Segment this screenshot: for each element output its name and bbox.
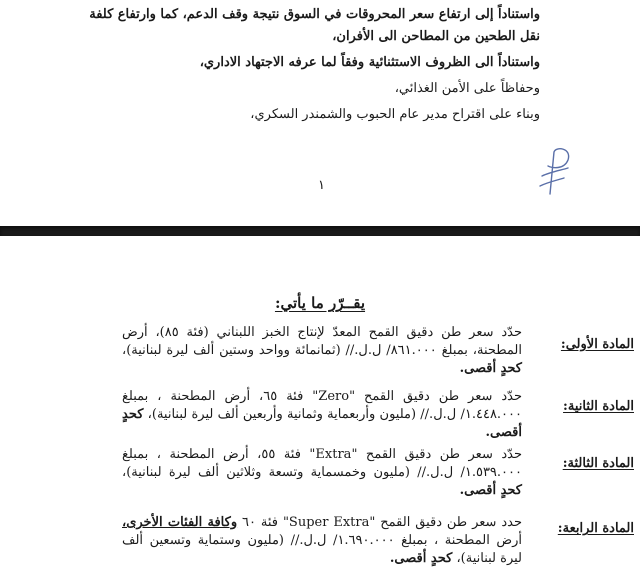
article-4-text	[122, 514, 522, 568]
handwritten-signature	[532, 142, 582, 202]
article-3-text	[122, 446, 522, 500]
article-2-body: حدّد سعر طن دقيق القمح "Zero" فئة ٦٥، أرض المطحنة ، بمبلغ ١.٤٤٨.٠٠٠/ ل.ل.// (مليون وأربعماية وثمانية وأربعين ألف ليرة لبنانية)،	[122, 389, 523, 422]
article-4-other-categories: وكافة الفئات الأخرى،	[122, 515, 238, 530]
decision-heading-text: يقــرّر ما يأتي:	[274, 294, 366, 312]
paragraph-director-proposal: وبناء على اقتراح مدير عام الحبوب والشمندر السكري،	[250, 107, 540, 122]
article-2-label: المادة الثانية:	[563, 399, 634, 414]
article-1-text	[122, 324, 522, 378]
article-1-body: حدّد سعر طن دقيق القمح المعدّ لإنتاج الخبز اللبناني (فئة ٨٥)، أرض المطحنة، بمبلغ ٨٦١.٠٠٠/ ل.ل.// (ثمانمائة وواحد وستين ألف ليرة لبنانية)،	[122, 325, 523, 358]
decision-heading	[0, 294, 640, 312]
article-4-label: المادة الرابعة:	[557, 521, 634, 536]
article-3-label: المادة الثالثة:	[562, 456, 634, 471]
paragraph-fuel-price: واستناداً إلى ارتفاع سعر المحروقات في السوق نتيجة وقف الدعم، كما وارتفاع كلفة نقل الطحين من المطاحن الى الأفران،	[89, 7, 540, 44]
document-page-top	[0, 0, 640, 226]
article-3-body: حدّد سعر طن دقيق القمح "Extra" فئة ٥٥، أرض المطحنة ، بمبلغ ١.٥٣٩.٠٠٠/ ل.ل.// (مليون وخمسماية وتسعة وثلاثين ألف ليرة لبنانية)،	[122, 447, 522, 480]
article-2-text	[122, 388, 522, 442]
paragraph-exceptional-circumstances: واستناداً الى الظروف الاستثنائية وفقاً لما عرفه الاجتهاد الاداري،	[199, 55, 540, 70]
page-separator	[0, 226, 640, 236]
article-4-limit: كحدٍ أقصى.	[389, 551, 453, 566]
article-4-body-start: حدد سعر طن دقيق القمح "Super Extra" فئة ٦٠	[242, 515, 522, 530]
article-1-limit: كحدٍ أقصى.	[459, 361, 522, 376]
page-number: ١	[318, 178, 325, 193]
document-page-bottom	[0, 236, 640, 568]
article-3-limit: كحدٍ أقصى.	[459, 483, 522, 498]
paragraph-food-security: وحفاظاً على الأمن الغذائي،	[394, 81, 540, 96]
article-1-label: المادة الأولى:	[560, 337, 634, 352]
article-2-limit: كحدٍ أقصى.	[122, 407, 522, 440]
article-4-body-end: أرض المطحنة ، بمبلغ ١.٦٩٠.٠٠٠/ ل.ل.// (مليون وستماية وتسعين ألف ليرة لبنانية)،	[122, 533, 522, 566]
